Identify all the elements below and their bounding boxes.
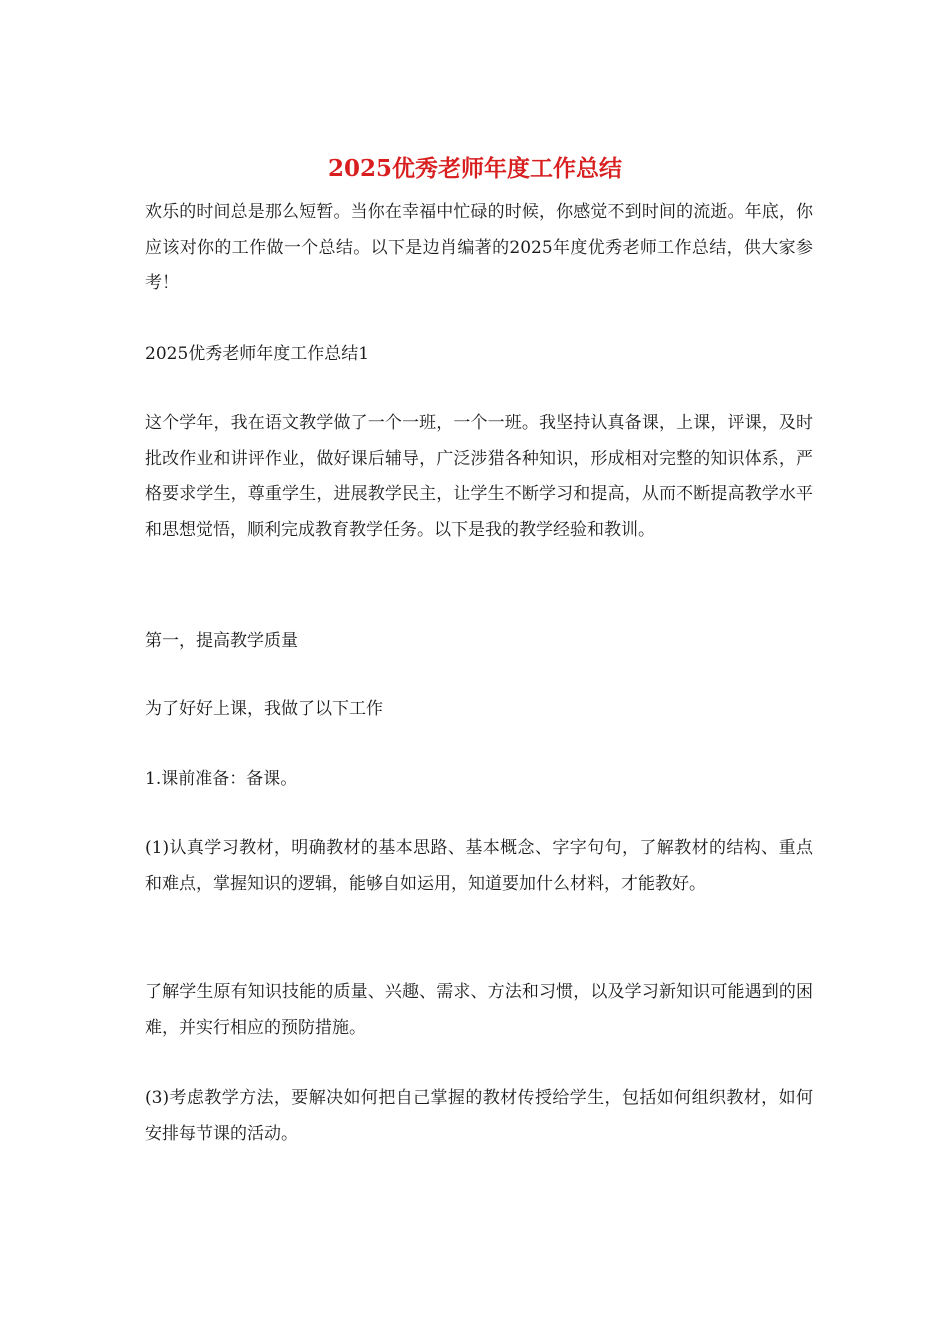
subsection-heading: 第一，提高教学质量 xyxy=(145,631,298,651)
document-title: 2025优秀老师年度工作总结 xyxy=(327,155,622,182)
body-paragraph: 了解学生原有知识技能的质量、兴趣、需求、方法和习惯，以及学习新知识可能遇到的困难，并实行相应的预防措施。 xyxy=(145,982,813,1038)
body-paragraph: 为了好好上课，我做了以下工作 xyxy=(145,699,383,719)
section-heading: 2025优秀老师年度工作总结1 xyxy=(145,344,370,364)
list-item: (3)考虑教学方法，要解决如何把自己掌握的教材传授给学生，包括如何组织教材，如何安排每节课的活动。 xyxy=(145,1088,813,1144)
list-item: (1)认真学习教材，明确教材的基本思路、基本概念、字字句句，了解教材的结构、重点和难点，掌握知识的逻辑，能够自如运用，知道要加什么材料，才能教好。 xyxy=(145,838,813,894)
intro-paragraph: 欢乐的时间总是那么短暂。当你在幸福中忙碌的时候，你感觉不到时间的流逝。年底，你应该对你的工作做一个总结。以下是边肖编著的2025年度优秀老师工作总结，供大家参考！ xyxy=(145,202,813,293)
list-item: 1.课前准备：备课。 xyxy=(145,769,298,789)
body-paragraph: 这个学年，我在语文教学做了一个一班，一个一班。我坚持认真备课，上课，评课，及时批改作业和讲评作业，做好课后辅导，广泛涉猎各种知识，形成相对完整的知识体系，严格要求学生，尊重学生，进展教学民主，让学生不断学习和提高，从而不断提高教学水平和思想觉悟，顺利完成教育教学任务。以下是我的教学经验和教训。 xyxy=(145,413,813,540)
